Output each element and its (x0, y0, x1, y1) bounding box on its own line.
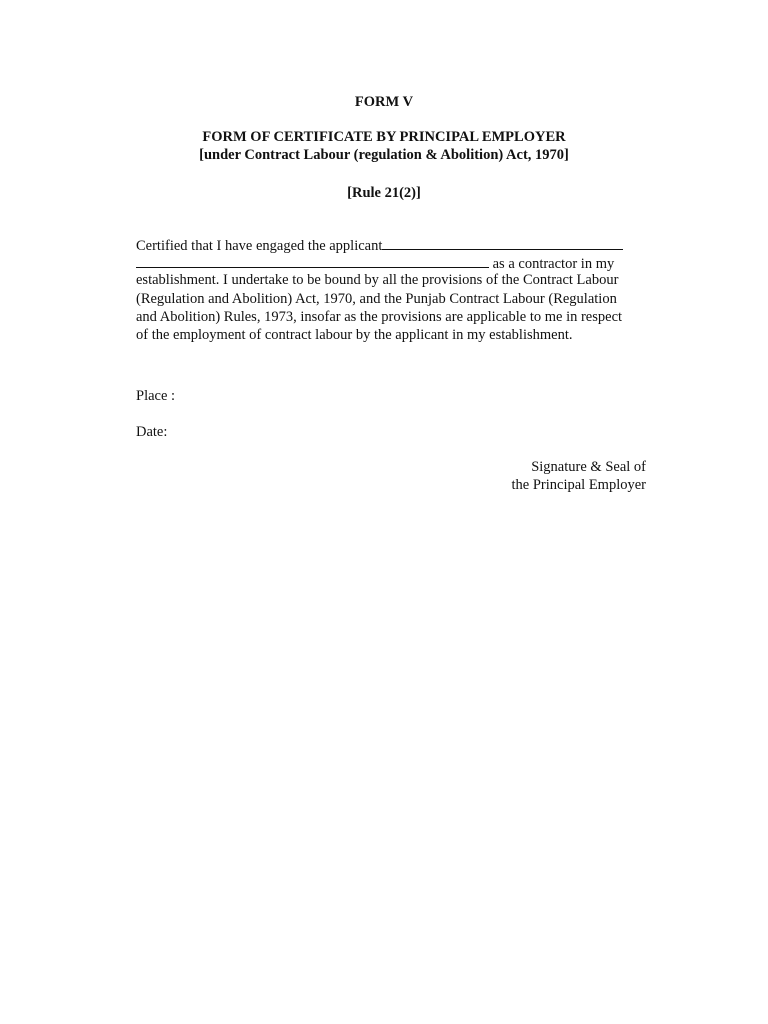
certificate-body (136, 235, 646, 344)
signature-line-1: Signature & Seal of (531, 459, 646, 475)
body-line-2-text: as a contractor in my (489, 256, 615, 273)
body-line-1-text: Certified that I have engaged the applicant (136, 238, 383, 254)
form-number: FORM V (354, 94, 414, 110)
signature-block (480, 458, 646, 494)
place-label: Place : (136, 388, 176, 404)
body-line-3: establishment. I undertake to be bound by all the provisions of the Contract Labour (136, 272, 619, 289)
date-label: Date: (136, 424, 168, 440)
applicant-name-blank-continued (136, 253, 489, 268)
body-line-2 (136, 253, 646, 271)
form-title: FORM OF CERTIFICATE BY PRINCIPAL EMPLOYER (202, 129, 566, 145)
body-line-4: (Regulation and Abolition) Act, 1970, and the Punjab Contract Labour (Regulation (136, 290, 617, 307)
body-line-6: of the employment of contract labour by the applicant in my establishment. (136, 326, 573, 343)
rule-reference: [Rule 21(2)] (347, 185, 421, 201)
signature-line-2: the Principal Employer (511, 477, 646, 493)
form-subtitle: [under Contract Labour (regulation & Abolition) Act, 1970] (199, 147, 569, 163)
body-line-1 (136, 235, 646, 253)
body-line-5: and Abolition) Rules, 1973, insofar as the provisions are applicable to me in respect (136, 308, 623, 325)
applicant-name-blank (382, 235, 623, 250)
